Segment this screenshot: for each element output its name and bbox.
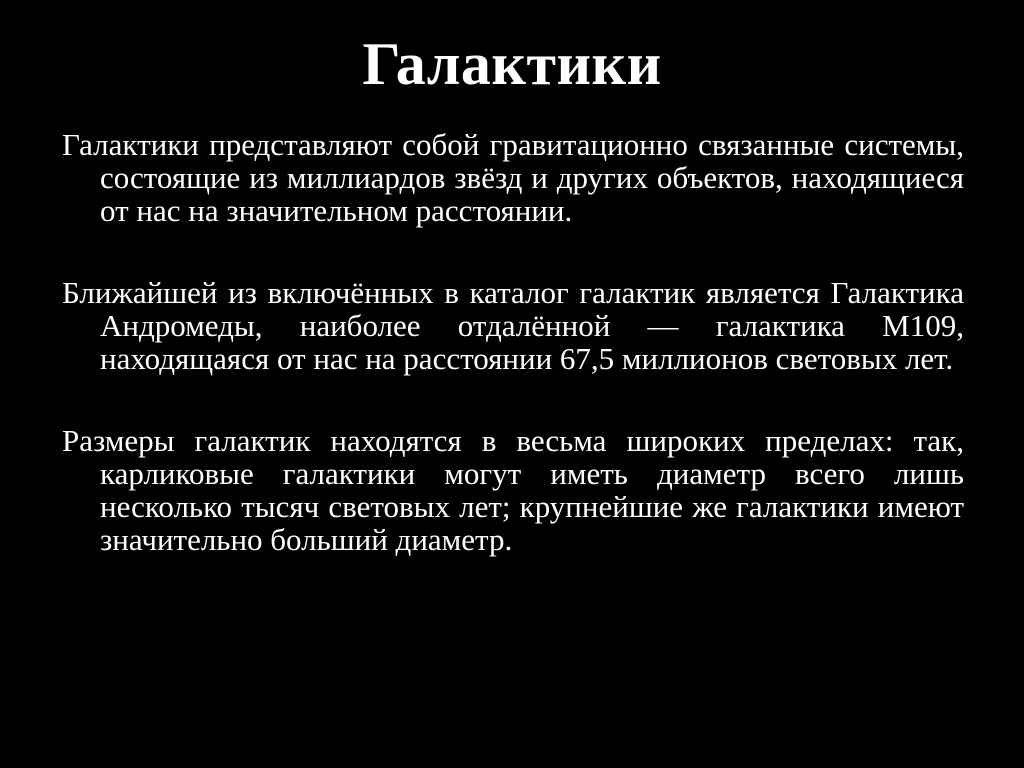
paragraph-distances: Ближайшей из включённых в каталог галактик является Галактика Андромеды, наиболее отдалённой — галактика M109, находящаяся от нас на расстоянии 67,5 миллионов световых лет. bbox=[62, 275, 964, 376]
slide-title: Галактики bbox=[362, 31, 662, 97]
slide-body bbox=[62, 128, 964, 605]
paragraph-sizes: Размеры галактик находятся в весьма широких пределах: так, карликовые галактики могут иметь диаметр всего лишь несколько тысяч световых лет; крупнейшие же галактики имеют значительно больший диаметр. bbox=[62, 423, 964, 557]
paragraph-definition: Галактики представляют собой гравитационно связанные системы, состоящие из миллиардов звёзд и других объектов, находящиеся от нас на значительном расстоянии. bbox=[62, 127, 964, 228]
